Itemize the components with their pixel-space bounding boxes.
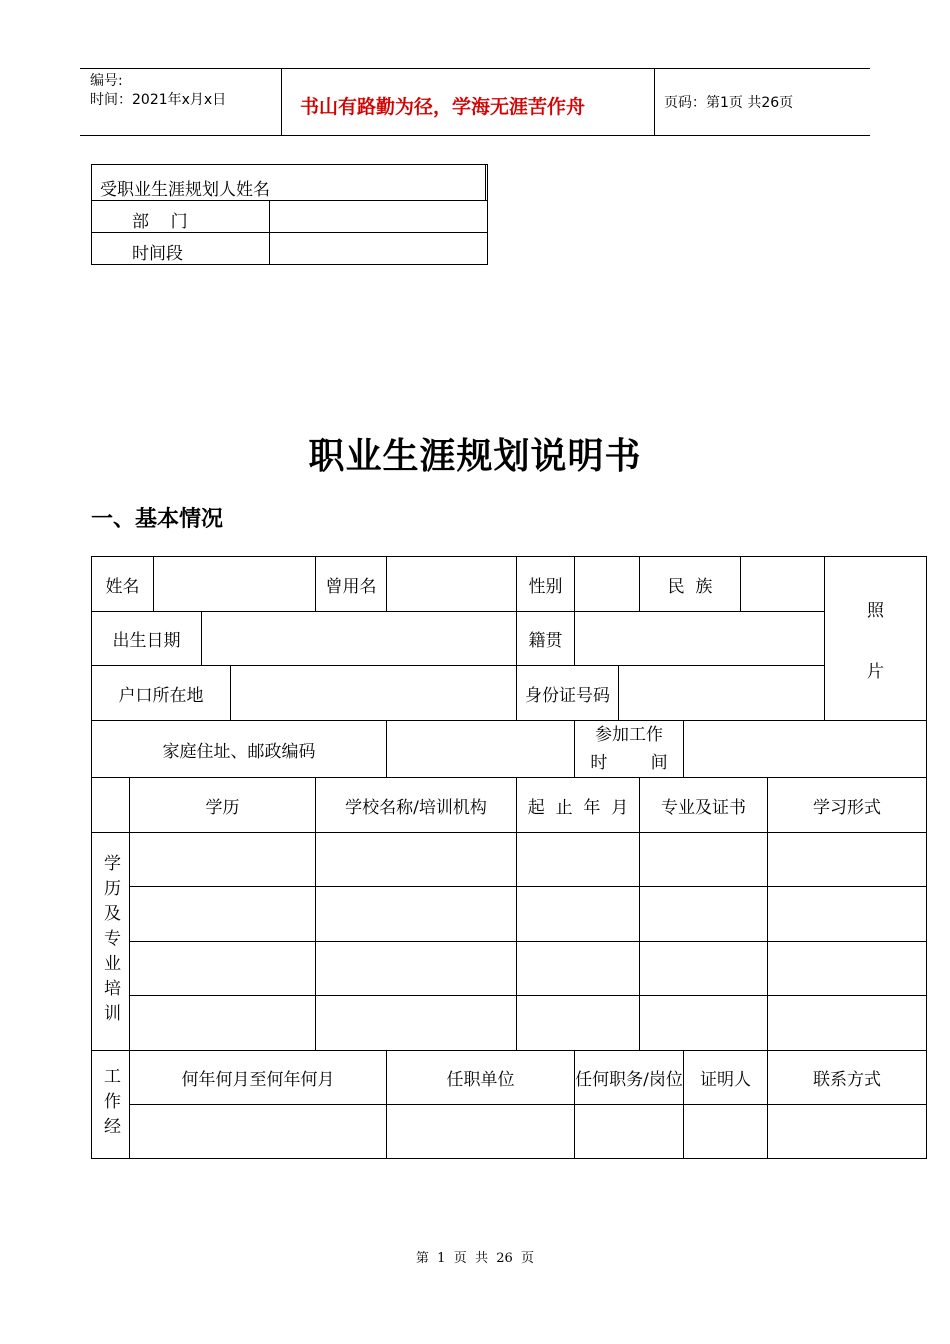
edu-cell[interactable] [517,996,640,1051]
edu-side-label [92,833,130,1051]
edu-cell[interactable] [640,833,768,887]
period-label: 时间段 [92,233,270,265]
edu-cell[interactable] [768,833,927,887]
work-cell[interactable] [387,1105,575,1159]
id-number-field[interactable] [619,666,825,721]
cover-info-table [91,164,488,265]
edu-header-school: 学校名称/培训机构 [316,778,517,833]
planner-name-field[interactable] [486,165,488,201]
edu-cell[interactable] [768,942,927,996]
work-cell[interactable] [130,1105,387,1159]
former-name-field[interactable] [387,557,517,612]
edu-cell[interactable] [130,833,316,887]
birth-date-field[interactable] [202,612,517,666]
basic-info-form [91,556,927,1159]
header-motto: 书山有路勤为径，学海无涯苦作舟 [300,96,586,118]
work-start-label-line1: 参加工作 [595,725,664,745]
work-header-employer: 任职单位 [387,1051,575,1105]
gender-field[interactable] [575,557,640,612]
work-header-reference: 证明人 [684,1051,768,1105]
photo-cell[interactable] [825,557,927,721]
header-top-rule [80,68,870,69]
edu-cell[interactable] [316,833,517,887]
work-cell[interactable] [684,1105,768,1159]
hukou-label: 户口所在地 [92,666,231,721]
edu-cell[interactable] [768,996,927,1051]
photo-label-2: 片 [867,661,885,682]
work-cell[interactable] [768,1105,927,1159]
edu-cell[interactable] [517,887,640,942]
edu-cell[interactable] [130,942,316,996]
edu-cell[interactable] [316,942,517,996]
name-label: 姓名 [92,557,154,612]
period-field[interactable] [270,233,488,265]
planner-name-label: 受职业生涯规划人姓名 [92,165,486,201]
native-place-label: 籍贯 [517,612,575,666]
edu-cell[interactable] [640,942,768,996]
edu-cell[interactable] [130,887,316,942]
page-footer: 第 1 页 共 26 页 [415,1251,535,1266]
work-start-label [575,721,684,778]
edu-cell[interactable] [316,996,517,1051]
hukou-field[interactable] [231,666,517,721]
doc-time-label: 时间：2021年x月x日 [90,92,227,108]
work-start-label-line2: 时 间 [590,753,668,773]
edu-header-period: 起 止 年 月 [517,778,640,833]
section-heading-basic-info: 一、基本情况 [91,507,224,532]
birth-date-label: 出生日期 [92,612,202,666]
edu-cell[interactable] [768,887,927,942]
edu-cell[interactable] [316,887,517,942]
ethnicity-label: 民 族 [640,557,741,612]
edu-side-text: 学历及专业培训 [100,854,120,1029]
work-header-period: 何年何月至何年何月 [130,1051,387,1105]
work-start-field[interactable] [684,721,927,778]
work-side-text: 工作经 [100,1067,120,1142]
doc-number-label: 编号: [90,73,123,89]
ethnicity-field[interactable] [741,557,825,612]
work-cell[interactable] [575,1105,684,1159]
edu-cell[interactable] [130,996,316,1051]
department-label: 部 门 [92,201,270,233]
header-divider-1 [281,68,282,136]
edu-header-major: 专业及证书 [640,778,768,833]
edu-cell[interactable] [640,887,768,942]
work-header-contact: 联系方式 [768,1051,927,1105]
department-field[interactable] [270,201,488,233]
former-name-label: 曾用名 [316,557,387,612]
edu-header-degree: 学历 [130,778,316,833]
edu-header-mode: 学习形式 [768,778,927,833]
gender-label: 性别 [517,557,575,612]
edu-cell[interactable] [517,833,640,887]
page-title: 职业生涯规划说明书 [308,436,642,477]
address-label: 家庭住址、邮政编码 [92,721,387,778]
address-field[interactable] [387,721,575,778]
page-number-label: 页码：第1页 共26页 [664,95,794,111]
work-header-position: 任何职务/岗位 [575,1051,684,1105]
native-place-field[interactable] [575,612,825,666]
edu-corner-cell [92,778,130,833]
header-divider-2 [654,68,655,136]
id-number-label: 身份证号码 [517,666,619,721]
photo-label-1: 照 [867,600,885,621]
work-side-label [92,1051,130,1159]
edu-cell[interactable] [640,996,768,1051]
edu-cell[interactable] [517,942,640,996]
header-bottom-rule [80,135,870,136]
name-field[interactable] [154,557,316,612]
